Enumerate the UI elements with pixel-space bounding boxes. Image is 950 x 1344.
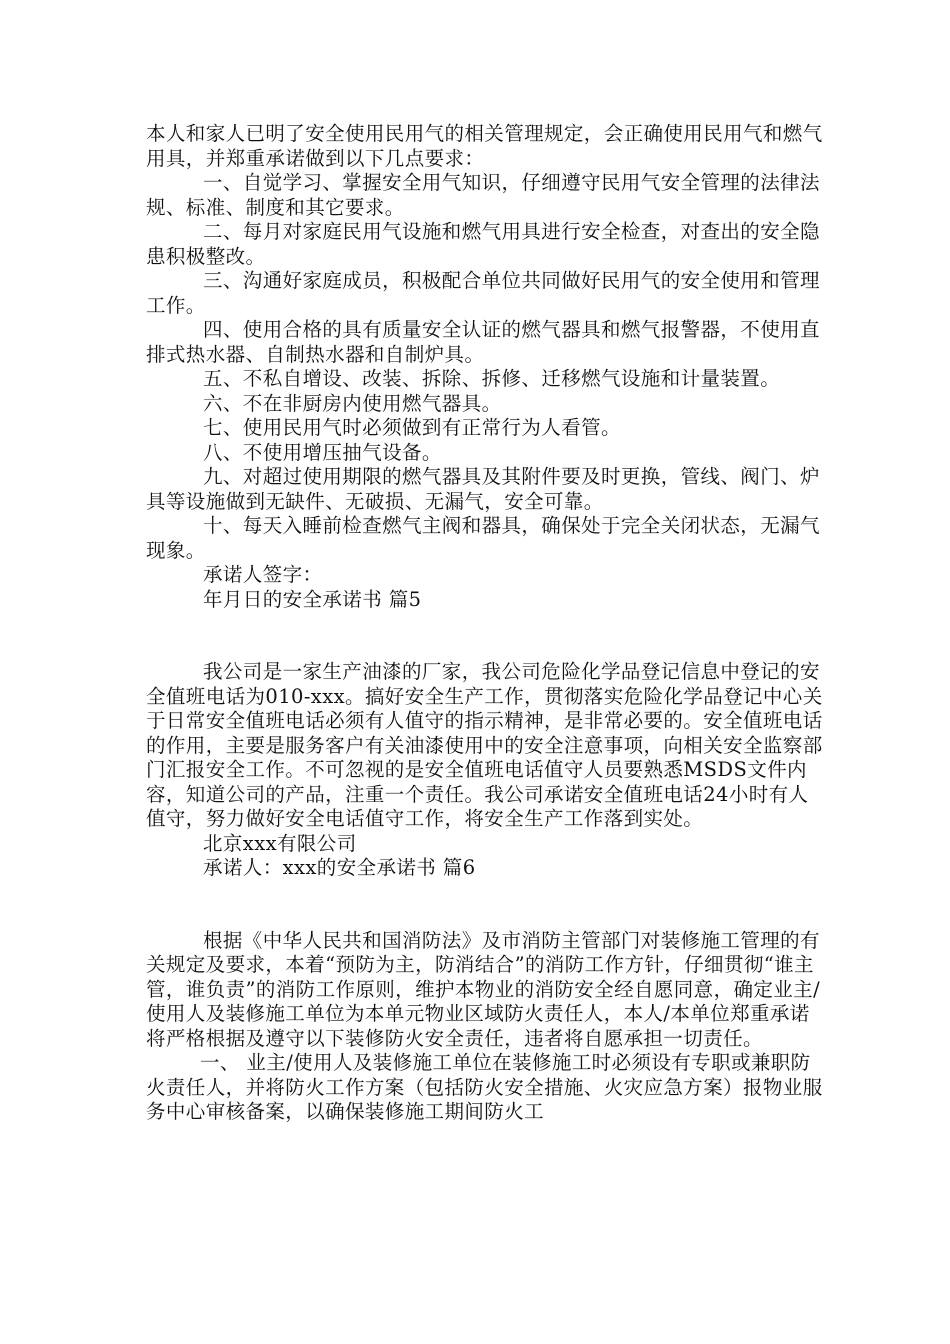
section-spacer	[146, 612, 826, 660]
paragraph-item-4: 四、使用合格的具有质量安全认证的燃气器具和燃气报警器，不使用直排式热水器、自制热水器和自制炉具。	[146, 318, 820, 366]
paragraph-item-8: 八、不使用增压抽气设备。	[203, 440, 442, 464]
section-spacer	[146, 881, 826, 929]
paragraph-intro: 本人和家人已明了安全使用民用气的相关管理规定，会正确使用民用气和燃气用具，并郑重承诺做到以下几点要求：	[146, 122, 823, 170]
paragraph-item-1: 一、自觉学习、掌握安全用气知识，仔细遵守民用气安全管理的法律法规、标准、制度和其它要求。	[146, 171, 820, 219]
paragraph-item-10: 十、每天入睡前检查燃气主阀和器具，确保处于完全关闭状态，无漏气现象。	[146, 514, 820, 562]
paragraph-fire-safety-intro: 根据《中华人民共和国消防法》及市消防主管部门对装修施工管理的有关规定及要求，本着“预防为主，防消结合”的消防工作方针，仔细贯彻“谁主管，谁负责”的消防工作原则，维护本物业的消防安全经自愿同意，确定业主/使用人及装修施工单位为本单元物业区域防火责任人，本人/本单位郑重承诺将严格根据及遵守以下装修防火安全责任，违者将自愿承担一切责任。	[146, 928, 821, 1050]
paragraph-item-3: 三、沟通好家庭成员，积极配合单位共同做好民用气的安全使用和管理工作。	[146, 269, 820, 317]
paragraph-item-2: 二、每月对家庭民用气设施和燃气用具进行安全检查，对查出的安全隐患积极整改。	[146, 220, 820, 268]
company-name: 北京xxx有限公司	[203, 831, 357, 855]
section-heading-6: 承诺人：xxx的安全承诺书 篇6	[203, 856, 476, 879]
paragraph-item-7: 七、使用民用气时必须做到有正常行为人看管。	[203, 416, 621, 439]
paragraph-item-5: 五、不私自增设、改装、拆除、拆修、迁移燃气设施和计量装置。	[203, 367, 781, 390]
paragraph-item-6: 六、不在非厨房内使用燃气器具。	[203, 391, 502, 415]
document-body	[146, 122, 826, 1125]
section-heading-5: 年月日的安全承诺书 篇5	[203, 587, 422, 611]
paragraph-item-9: 九、对超过使用期限的燃气器具及其附件要及时更换，管线、阀门、炉具等设施做到无缺件、无破损、无漏气，安全可靠。	[146, 465, 820, 513]
paragraph-company-statement: 我公司是一家生产油漆的厂家，我公司危险化学品登记信息中登记的安全值班电话为010-xxx。搞好安全生产工作，贯彻落实危险化学品登记中心关于日常安全值班电话必须有人值守的指示精神，是非常必要的。安全值班电话的作用，主要是服务客户有关油漆使用中的安全注意事项，向相关安全监察部门汇报安全工作。不可忽视的是安全值班电话值守人员要熟悉MSDS文件内容，知道公司的产品，注重一个责任。我公司承诺安全值班电话24小时有人值守，努力做好安全电话值守工作，将安全生产工作落到实处。	[146, 660, 823, 830]
signature-line: 承诺人签字：	[203, 563, 323, 586]
paragraph-fire-item-1: 一、 业主/使用人及装修施工单位在装修施工时必须设有专职或兼职防火责任人，并将防火工作方案（包括防火安全措施、火灾应急方案）报物业服务中心审核备案，以确保装修施工期间防火工	[146, 1051, 823, 1123]
